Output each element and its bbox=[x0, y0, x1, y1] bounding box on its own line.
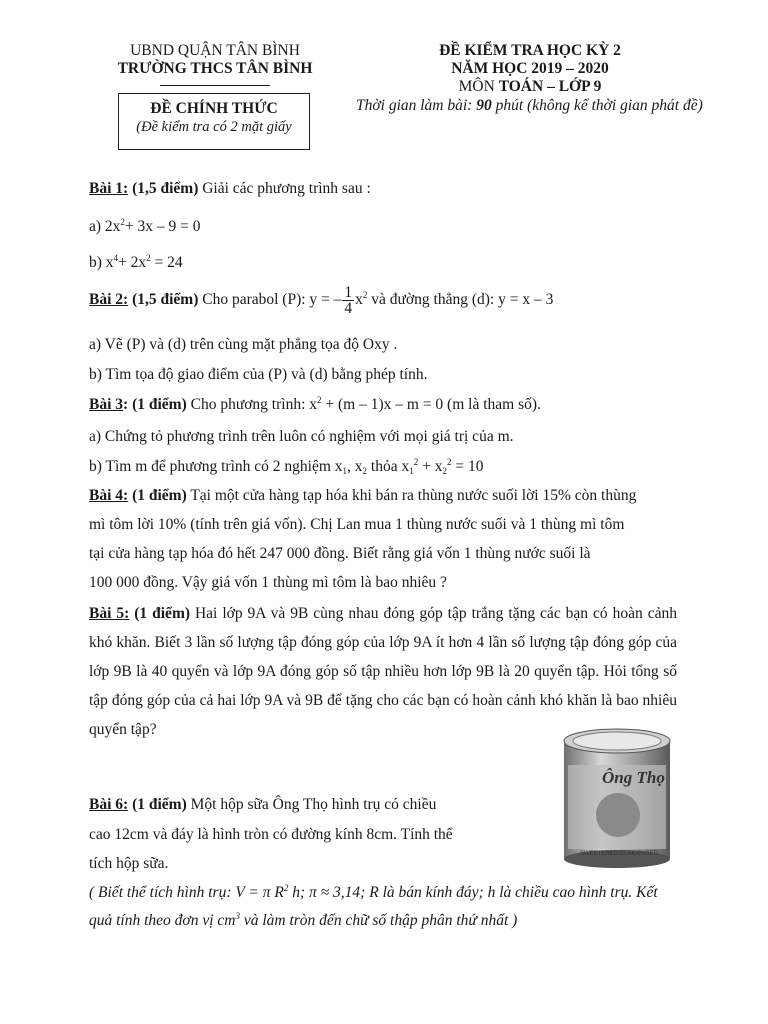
bai4-line2: mì tôm lời 10% (tính trên giá vốn). Chị Lan mua 1 thùng nước suối và 1 thùng mì tôm bbox=[89, 516, 625, 533]
milk-can-image bbox=[558, 727, 676, 869]
bai3-b5: = 10 bbox=[451, 458, 484, 475]
sup: 2 bbox=[362, 290, 368, 301]
sub: 1 bbox=[342, 466, 348, 476]
sub: 1 bbox=[409, 466, 414, 476]
hint2-start: quả tính theo đơn vị cm bbox=[89, 912, 236, 929]
bai4-line1 bbox=[89, 487, 636, 505]
bai3-a: a) Chứng tỏ phương trình trên luôn có nghiệm với mọi giá trị của m. bbox=[89, 428, 514, 445]
official-box bbox=[118, 93, 310, 150]
bai4-line3: tại cửa hàng tạp hóa đó hết 247 000 đồng. Biết rằng giá vốn 1 thùng nước suối là bbox=[89, 545, 591, 562]
sup: 3 bbox=[235, 911, 240, 921]
bai3-text2: + (m – 1)x – m = 0 (m là tham số). bbox=[321, 396, 541, 413]
bai6-line2: cao 12cm và đáy là hình tròn có đường kính 8cm. Tính thể bbox=[89, 826, 453, 843]
sup: 2 bbox=[146, 253, 151, 263]
hint2-rest: và làm tròn đến chữ số thập phân thứ nhất ) bbox=[239, 912, 518, 929]
bai1-heading bbox=[89, 180, 371, 198]
bai2-b: b) Tìm tọa độ giao điểm của (P) và (d) bằng phép tính. bbox=[89, 366, 428, 383]
bai2-points: (1,5 điểm) bbox=[128, 291, 199, 309]
fraction bbox=[342, 285, 354, 316]
bai5-paragraph bbox=[89, 599, 677, 744]
time-line bbox=[356, 97, 703, 115]
sup: 2 bbox=[283, 883, 289, 893]
bai3-b bbox=[89, 458, 483, 476]
bai3-label: Bài 3 bbox=[89, 396, 124, 413]
bai6-hint1 bbox=[89, 884, 658, 902]
bai2-text3: và đường thẳng (d): y = x – 3 bbox=[367, 291, 554, 309]
school-name: TRƯỜNG THCS TÂN BÌNH bbox=[117, 60, 313, 77]
bai5-text: Hai lớp 9A và 9B cùng nhau đóng góp tập trắng tặng các bạn có hoàn cảnh khó khăn. Biết 3 lần số lượng tập đóng góp của lớp 9A ít hơn 4 lần số lượng tập đóng góp của lớp 9B là 40 quyển và lớp 9A đóng góp số tập nhiều hơn lớp 9B là 20 quyển tập. Hỏi tổng số tập đóng góp của cả hai lớp 9A và 9B để tặng cho các bạn có hoàn cảnh khó khăn là bao nhiêu quyển tập? bbox=[89, 605, 677, 738]
exam-title: ĐỀ KIỂM TRA HỌC KỲ 2 bbox=[439, 42, 621, 59]
bai1-b-mid: + 2x bbox=[118, 254, 147, 271]
bai3-points: : (1 điểm) bbox=[123, 396, 187, 413]
bai1-a-rest: + 3x – 9 = 0 bbox=[124, 218, 201, 235]
bai1-points: (1,5 điểm) bbox=[128, 180, 199, 197]
bai5-points: (1 điểm) bbox=[129, 605, 191, 622]
frac-num: 1 bbox=[344, 284, 353, 301]
sup: 2 bbox=[120, 217, 125, 227]
sub: 2 bbox=[362, 466, 368, 476]
can-portrait bbox=[596, 793, 640, 837]
official-label: ĐỀ CHÍNH THỨC bbox=[150, 100, 278, 117]
bai1-label: Bài 1: bbox=[89, 180, 129, 197]
bai6-points: (1 điểm) bbox=[128, 796, 187, 813]
sup: 2 bbox=[317, 395, 322, 405]
bai3-b-start: b) Tìm m để phương trình có 2 nghiệm x bbox=[89, 458, 343, 475]
bai6-line1 bbox=[89, 796, 436, 814]
school-year: NĂM HỌC 2019 – 2020 bbox=[451, 60, 609, 77]
bai3-b4: + x bbox=[418, 458, 443, 475]
bai4-text1: Tại một cửa hàng tạp hóa khi bán ra thùng nước suối lời 15% còn thùng bbox=[186, 487, 637, 504]
official-note: (Đề kiểm tra có 2 mặt giấy bbox=[136, 119, 292, 135]
sup: 2 bbox=[446, 457, 452, 467]
bai2-heading bbox=[89, 285, 553, 316]
frac-den: 4 bbox=[344, 300, 353, 317]
bai3-b3: thỏa x bbox=[367, 458, 410, 475]
subject-prefix: MÔN bbox=[458, 78, 499, 95]
bai6-label: Bài 6: bbox=[89, 796, 129, 813]
bai3-text: Cho phương trình: x bbox=[186, 396, 318, 413]
bai1-a-start: a) 2x bbox=[89, 218, 121, 235]
hint1-rest: h; π ≈ 3,14; R là bán kính đáy; h là chiều cao hình trụ. Kết bbox=[288, 884, 658, 901]
hint1-start: ( Biết thể tích hình trụ: V = π R bbox=[89, 884, 284, 901]
bai1-a bbox=[89, 218, 201, 236]
subject-line bbox=[400, 78, 660, 96]
bai4-line4: 100 000 đồng. Vậy giá vốn 1 thùng mì tôm là bao nhiêu ? bbox=[89, 574, 447, 591]
bai4-label: Bài 4: bbox=[89, 487, 129, 504]
time-suffix: phút (không kể thời gian phát đề) bbox=[491, 97, 703, 114]
bai1-b-rest: = 24 bbox=[150, 254, 183, 271]
sub: 2 bbox=[442, 466, 447, 476]
sup: 4 bbox=[113, 253, 119, 263]
bai3-b2: , x bbox=[347, 458, 363, 475]
bai2-x: x bbox=[355, 291, 363, 309]
time-prefix: Thời gian làm bài: bbox=[356, 97, 477, 114]
bai3-heading bbox=[89, 396, 541, 414]
can-small-text: SWEETENED CONDENSED bbox=[580, 851, 659, 857]
header-divider bbox=[160, 85, 270, 86]
district-name: UBND QUẬN TÂN BÌNH bbox=[130, 42, 300, 59]
bai1-b-start: b) x bbox=[89, 254, 114, 271]
bai6-text1: Một hộp sữa Ông Thọ hình trụ có chiều bbox=[186, 796, 437, 813]
bai2-a: a) Vẽ (P) và (d) trên cùng mặt phẳng tọa độ Oxy . bbox=[89, 336, 398, 353]
subject: TOÁN bbox=[498, 78, 544, 95]
bai1-b bbox=[89, 254, 183, 272]
bai6-hint2 bbox=[89, 912, 517, 930]
bai4-points: (1 điểm) bbox=[128, 487, 187, 504]
bai1-text: Giải các phương trình sau : bbox=[198, 180, 371, 197]
bai2-text: Cho parabol (P): y = – bbox=[198, 291, 342, 309]
sup: 2 bbox=[413, 457, 419, 467]
bai2-label: Bài 2: bbox=[89, 291, 129, 309]
grade: – LỚP 9 bbox=[543, 78, 602, 95]
time-value: 90 bbox=[476, 97, 492, 114]
can-lid-inner bbox=[573, 732, 661, 750]
bai6-line3: tích hộp sữa. bbox=[89, 855, 169, 872]
bai5-label: Bài 5: bbox=[89, 605, 130, 622]
can-brand: Ông Thọ bbox=[602, 768, 665, 787]
